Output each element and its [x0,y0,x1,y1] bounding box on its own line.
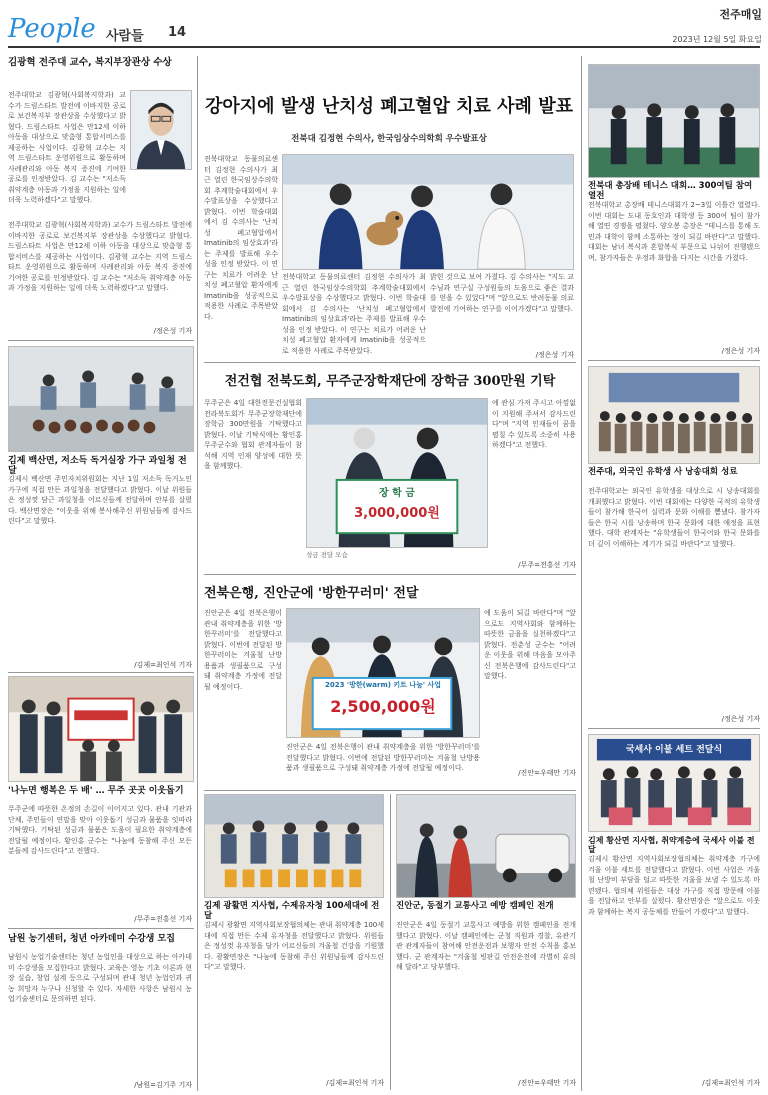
headline-jinan-campaign: 진안군, 동절기 교통사고 예방 캠페인 전개 [396,901,554,911]
headline-jinan-kit: 전북은행, 진안군에 '방한꾸러미' 전달 [204,586,419,601]
article-body: 진안군은 4일 전북은행이 관내 취약계층을 위한 '방한꾸러미'를 전달했다고 밝혔다. 이번에 전달된 방한꾸러미는 겨울철 난방용품과 생필품으로 구성돼 취약계층 가정에 전달될 예정이다. [204,609,282,691]
headline-tennis: 전북대 총장배 테니스 대회… 300여팀 참여 열전 [588,181,753,201]
check-title: 장 학 금 [379,488,415,499]
tennis-tournament-photo [588,64,760,178]
poetry-recital-photo [588,366,760,464]
article-body: 전주대학교 김광혁(사회복지학과) 교수가 드림스타트 발전에 이바지한 공로로 보건복지부 장관상을 수상했다고 밝혔다. 드림스타트 사업은 만12세 이하 아동을 대상으로 맞춤형 통합서비스를 제공하는 사업이다. 김광혁 교수는 지역 드림스타트 운영위원으로 활동하며 사례관리와 아동 복지 증진에 기여한 공로를 인정받았다. 김 교수는 "저소득 취약계층 아동과 가정을 지원하는 일에 더욱 노력하겠다"고 말했다. [8,91,126,204]
article-body: 김제시 황산면 지역사회보장협의체는 취약계층 가구에 겨울 이불 세트를 전달했다고 밝혔다. 이번 사업은 겨울철 난방비 부담을 덜고 따뜻한 겨울을 보낼 수 있도록 마련됐다. 협의체 위원들은 대상 가구를 직접 방문해 이불을 전달하고 안부를 살폈다. 황산면장은 "앞으로도 이웃과 함께하는 복지 공동체를 만들어 가겠다"고 말했다. [588,855,760,916]
headline-poetry: 전주대, 외국인 유학생 사 낭송대회 성료 [588,467,738,477]
article-body: 무주군은 4일 대한전문건설협회 전라북도회가 무주군장학재단에 장학금 300만원을 기탁했다고 밝혔다. 이날 기탁식에는 황인홍 무주군수와 협회 관계자들이 참석해 지역 인재 양성에 대한 뜻을 함께했다. [204,399,302,470]
headline-muju-happy: '나누면 행복은 두 배' … 무주 곳곳 이웃돕기 [8,786,184,796]
article-body-right: 에 도움이 되길 바란다"며 "앞으로도 지역사회와 함께하는 따뜻한 금융을 실천하겠다"고 밝혔다. 전춘성 군수는 "어려운 이웃을 위해 마음을 모아주신 전북은행에 감사드린다"고 말했다. [484,609,576,680]
headline-gwanghwal: 김제 광활면 지사협, 수제유자청 100세대에 전달 [204,901,380,921]
byline: /무주=전흥선 기자 [134,915,192,923]
section-title-kr: 사람들 [106,29,144,44]
kit-banner-text: 2023 '방한(warm) 키트 나눔' 사업 [325,681,441,689]
article-body: 김제시 백산면 주민자치위원회는 지난 1일 저소득 독거노인 가구에 직접 만든 과일청을 전달했다고 밝혔다. 이날 위원들은 정성껏 담근 과일청을 어르신들께 전달하며 안부를 살폈다. 백산면장은 "이웃을 위해 봉사해주신 위원님들께 감사드린다"고 말했다. [8,475,192,525]
article-body-right: 에 관심 가져 주시고 아낌없이 지원해 주셔서 감사드린다"며 "지역 인재들이 꿈을 펼칠 수 있도록 소중히 사용하겠다"고 전했다. [492,399,576,449]
byline: /정은성 기자 [153,327,192,335]
article-body-continued: 전주대학교 김광혁(사회복지학과) 교수가 드림스타트 발전에 이바지한 공로로 보건복지부 장관상을 수상했다고 밝혔다. 드림스타트 사업은 만12세 이하 아동을 대상으로 맞춤형 통합서비스를 제공하는 사업이다. 김광혁 교수는 지역 드림스타트 운영위원으로 활동하며 사례관리와 아동 복지 증진에 기여한 공로를 인정받았다. 김 교수는 "저소득 취약계층 아동과 가정을 지원하는 일에 더욱 노력하겠다"고 말했다. [8,221,192,292]
article-body-right: 밝힌 것으로 보여 가졌다. 김 수의사는 "지도 교수님과 연구실 구성원들의 도움으로 좋은 결과를 얻을 수 있었다"며 "앞으로도 반려동물 의료 발전에 기여하는 연구를 이어가겠다"고 말했다. [430,273,574,313]
column-divider [197,56,198,1091]
portrait-photo [130,90,192,170]
fruit-preserve-photo [8,346,194,452]
byline: /남원=김기주 기자 [134,1081,192,1089]
winter-kit-donation-photo [286,608,480,738]
check-amount: 3,000,000원 [354,506,440,521]
ceremony-sign-text: 국세사 이불 세트 전달식 [625,745,723,755]
headline-mujoo-scholarship: 전건협 전북도회, 무주군장학재단에 장학금 300만원 기탁 [224,374,556,389]
byline: /무주=전흥선 기자 [518,561,576,569]
byline: /정은성 기자 [721,715,760,723]
article-body: 진안군은 4일 전북은행이 관내 취약계층을 위한 '방한꾸러미'를 전달했다고 밝혔다. 이번에 전달된 방한꾸러미는 겨울철 난방용품과 생필품으로 구성돼 취약계층 가정에 전달될 예정이다. [286,743,480,772]
article-body: 전주대학교는 외국인 유학생을 대상으로 시 낭송대회를 개최했다고 밝혔다. 이번 대회에는 다양한 국적의 유학생들이 참가해 한국어 실력과 문화 이해를 뽐냈다. 참가자들은 한국 시를 낭송하며 한국 문화에 대한 애정을 표현했다. 대학 관계자는 "유학생들이 한국어와 한국 문화를 더 깊이 이해하는 계기가 되길 바란다"고 말했다. [588,487,760,548]
photo-caption: 성금 전달 모습 [306,551,348,559]
byline: /진안=우태만 기자 [518,1079,576,1087]
column-divider [581,56,582,1091]
byline: /김제=최인석 기자 [326,1079,384,1087]
byline: /정은성 기자 [721,347,760,355]
kit-amount: 2,500,000원 [330,697,436,716]
veterinary-team-photo [282,154,574,270]
section-title-en: People [8,14,96,44]
scholarship-check-photo [306,398,488,548]
traffic-campaign-photo [396,794,576,898]
article-body: 전북대학교 총장배 테니스대회가 2~3일 이틀간 열렸다. 이번 대회는 도내 동호인과 대학생 등 300여 팀이 참가해 열띤 경쟁을 펼쳤다. 양오봉 총장은 "테니스를 통해 도민과 대학이 함께 소통하는 장이 되길 바란다"고 말했다. 대회는 남녀 복식과 혼합복식 부문으로 나뉘어 진행됐으며, 참가자들은 우정과 화합을 다지는 시간을 가졌다. [588,201,761,262]
page-number: 14 [168,25,187,40]
subhead-dog: 전북대 김정현 수의사, 한국임상수의학회 우수발표상 [291,134,487,144]
headline-namwon: 남원 농기센터, 청년 아카데미 수강생 모집 [8,934,175,944]
byline: /김제=최인석 기자 [702,1079,760,1087]
donation-group-photo [8,676,194,782]
newspaper-name: 전주매일 [719,8,762,21]
headline-kim-award: 김광혁 전주대 교수, 복지부장관상 수상 [8,57,172,68]
headline-baeksan: 김제 백산면, 저소득 독거실장 가구 과일청 전달 [8,456,187,477]
headline-hwangsan: 김제 황산면 지사협, 취약계층에 국세사 이불 전달 [588,836,755,855]
byline: /정은성 기자 [535,351,574,359]
byline: /김제=최인석 기자 [134,661,192,669]
headline-dog: 강아지에 발생 난치성 폐고혈압 치료 사례 발표 [205,96,573,117]
article-body: 전북대학교 동물의료센터 김정현 수의사가 최근 열린 한국임상수의학회 추계학술대회에서 우수발표상을 수상했다고 밝혔다. 이번 학술대회에서 김 수의사는 '난치성 폐고혈압에서 Imatinib의 임상효과'라는 주제를 발표해 우수성을 인정 받았다. 이 연구는 치료가 어려운 난치성 폐고혈압 환자에게 Imatinib을 성공적으로 적용한 사례로 주목받았다. [282,273,426,355]
article-body: 무주군에 따뜻한 온정의 손길이 이어지고 있다. 관내 기관과 단체, 주민들이 연말을 맞아 이웃돕기 성금과 물품을 잇따라 기탁했다. 기탁된 성금과 물품은 도움이 필요한 취약계층에 전달될 예정이다. 황인홍 군수는 "나눔에 동참해 주신 모든 분들께 감사드린다"고 전했다. [8,805,192,855]
issue-date: 2023년 12월 5일 화요일 [672,35,762,44]
article-body: 진안군은 4일 동절기 교통사고 예방을 위한 캠페인을 전개했다고 밝혔다. 이날 캠페인에는 군청 직원과 경찰, 유관기관 관계자들이 참여해 안전운전과 보행자 안전 수칙을 홍보했다. 군 관계자는 "겨울철 빙판길 안전운전에 각별히 유의해 달라"고 당부했다. [396,921,576,971]
article-body: 전북대학교 동물의료센터 김정현 수의사가 최근 열린 한국임상수의학회 추계학술대회에서 우수발표상을 수상했다고 밝혔다. 이번 학술대회에서 김 수의사는 '난치성 폐고혈압에서 Imatinib의 임상효과'라는 주제를 발표해 우수성을 인정 받았다. 이 연구는 치료가 어려운 난치성 폐고혈압 환자에게 Imatinib을 성공적으로 적용한 사례로 주목받았다. [204,155,278,321]
header-rule [8,46,760,48]
article-body: 남원시 농업기술센터는 청년 농업인을 대상으로 하는 아카데미 수강생을 모집한다고 밝혔다. 교육은 영농 기초 이론과 현장 실습, 창업 설계 등으로 구성되며 관내 청년 농업인과 귀농 희망자 누구나 신청할 수 있다. 자세한 사항은 남원시 농업기술센터로 문의하면 된다. [8,953,192,1003]
article-body: 김제시 광활면 지역사회보장협의체는 관내 취약계층 100세대에 직접 만든 수제 유자청을 전달했다고 밝혔다. 위원들은 정성껏 유자청을 담가 어르신들의 겨울철 건강을 기원했다. 광활면장은 "나눔에 동참해 주신 위원님들께 감사드린다"고 말했다. [204,921,385,971]
byline: /진안=우태만 기자 [518,769,576,777]
yuzu-syrup-photo [204,794,384,898]
